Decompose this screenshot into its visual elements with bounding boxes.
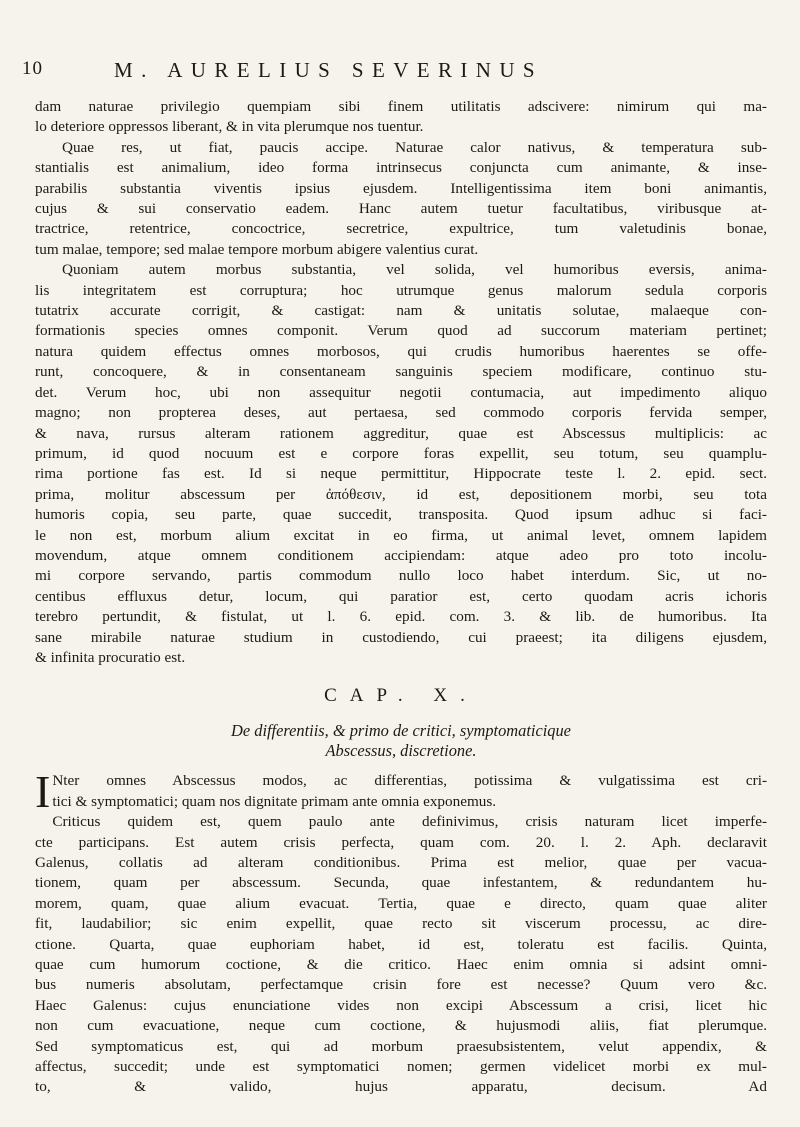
section-body-1 xyxy=(35,97,767,668)
chapter-title-line: De differentiis, & primo de critici, symptomaticique xyxy=(231,721,571,741)
text-line: lis integritatem est corruptura; hoc utrumque genus malorum sedula corporis xyxy=(35,281,767,299)
chapter-title xyxy=(35,721,767,761)
text-line: quae cum humorum coctione, & die critico. Haec enim omnia si adsint omni- xyxy=(35,956,767,974)
text-line: morem, quam, quae alium evacuat. Tertia, quae e directo, quam quae aliter xyxy=(35,894,767,912)
drop-cap: I xyxy=(35,766,51,818)
text-line: tionem, quam per abscessum. Secunda, quae infestantem, & redundantem hu- xyxy=(35,874,767,892)
page-header xyxy=(22,58,782,84)
text-line: non cum evacuatione, neque cum coctione, & hujusmodi aliis, fiat plerumque. xyxy=(35,1017,767,1035)
text-line: runt, concoquere, & in consentaneam sanguinis speciem modificare, continuo stu- xyxy=(35,363,767,381)
text-line: & nava, rursus alteram rationem aggreditur, quae est Abscessus multiplicis: ac xyxy=(35,424,767,442)
text-line: cujus & sui conservatio eadem. Hanc autem tuetur facultatibus, viribusque at- xyxy=(35,200,767,218)
text-line: tum malae, tempore; sed malae tempore morbum abigere valentius curat. xyxy=(35,240,479,258)
text-line: Quae res, ut fiat, paucis accipe. Naturae calor nativus, & temperatura sub- xyxy=(62,138,767,156)
text-line: tutatrix accurate corrigit, & castigat: nam & unitatis solutae, malaeque con- xyxy=(35,302,767,320)
text-line: Galenus, collatis ad alteram conditionibus. Prima est melior, quae per vacua- xyxy=(35,854,767,871)
text-line: primum, id quod nocuum est e corpore foras expellit, seu totum, seu quamplu- xyxy=(35,444,767,462)
text-line: centibus effluxus detur, locum, qui paratior est, certo quodam acris ichoris xyxy=(35,587,767,605)
text-line: Quoniam autem morbus substantia, vel solida, vel humoribus eversis, anima- xyxy=(62,261,767,279)
text-line: ctione. Quarta, quae euphoriam habet, id est, toleratu est facilis. Quinta, xyxy=(35,935,767,953)
text-line: mi corpore servando, partis commodum nullo loco habet interdum. Sic, ut no- xyxy=(35,567,767,585)
text-line: prima, molitur abscessum per ἀπόθεσιν, id est, depositionem morbi, seu tota xyxy=(35,485,767,503)
text-line: stantialis est animalium, ideo forma intrinsecus conjuncta cum animante, & inse- xyxy=(35,159,767,177)
text-line: natura quidem effectus omnes morbosos, qui crudis humoribus haerentes se offe- xyxy=(35,342,767,360)
text-line: affectus, succedit; unde est symptomatici nomen; germen videlicet morbi ex mul- xyxy=(35,1058,767,1076)
text-line: to, & valido, hujus apparatu, decisum. Ad xyxy=(35,1078,767,1096)
text-line: Nter omnes Abscessus modos, ac differentias, potissima & vulgatissima est cri- xyxy=(52,772,767,790)
running-head: M. AURELIUS SEVERINUS xyxy=(114,58,544,82)
text-line: bus numeris absolutam, perfectamque crisin fore est necesse? Quum vero &c. xyxy=(35,976,767,994)
chapter-title-line: Abscessus, discretione. xyxy=(325,741,477,761)
text-line: magno; non propterea deses, aut pertaesa, sed commodo corporis fervida semper, xyxy=(35,404,767,422)
text-line: Haec Galenus: cujus enunciatione vides non excipi Abscessum a crisi, licet hic xyxy=(35,996,767,1014)
text-line: humoris copia, seu parte, quae succedit, transposita. Quod ipsum adhuc si faci- xyxy=(35,506,767,524)
text-line: & infinita procuratio est. xyxy=(35,648,186,666)
text-line: le non est, morbum alium excitat in eo firma, ut animal levet, omnem lapidem xyxy=(35,526,767,544)
text-line: fit, laudabilior; sic enim expellit, quae recto sit viscerum processu, ac dire- xyxy=(35,915,767,933)
text-line: terebro pertundit, & fistulat, ut l. 6. epid. com. 3. & lib. de humoribus. Ita xyxy=(35,608,767,626)
text-line: Sed symptomaticus est, qui ad morbum praesubsistentem, velut appendix, & xyxy=(35,1037,767,1055)
text-line: lo deteriore oppressos liberant, & in vita plerumque nos tuentur. xyxy=(35,118,424,136)
page-content xyxy=(35,97,767,1098)
text-line: dam naturae privilegio quempiam sibi finem utilitatis adscivere: nimirum qui ma- xyxy=(35,98,767,115)
text-line: movendum, atque omnem conditionem accipiendam: atque adeo pro toto incolu- xyxy=(35,546,767,564)
section-body-2 xyxy=(35,766,767,1098)
text-line: Criticus quidem est, quem paulo ante definivimus, crisis naturam licet imperfe- xyxy=(52,813,767,831)
text-line: sane mirabile naturae studium in custodiendo, cui praeest; ita diligens ejusdem, xyxy=(35,628,767,646)
text-line: parabilis substantia viventis ipsius ejusdem. Intelligentissima item boni animantis, xyxy=(35,179,767,197)
text-line: tici & symptomatici; quam nos dignitate primam ante omnia exponemus. xyxy=(52,792,497,810)
chapter-heading: CAP. X. xyxy=(324,685,478,707)
text-line: formationis species omnes componit. Verum quod ad succorum materiam pertinet; xyxy=(35,322,767,340)
text-line: tractrice, retentrice, concoctrice, secretrice, expultrice, tum valetudinis bonae, xyxy=(35,220,767,238)
text-line: rima portione fas est. Id si neque permittitur, Hippocrate teste l. 2. epid. sect. xyxy=(35,465,767,483)
text-line: det. Verum hoc, ubi non assequitur negotii contumacia, aut impedimento aliquo xyxy=(35,383,767,401)
text-line: cte participans. Est autem crisis perfecta, quam com. 20. l. 2. Aph. declaravit xyxy=(35,833,767,851)
page-number: 10 xyxy=(22,58,43,79)
